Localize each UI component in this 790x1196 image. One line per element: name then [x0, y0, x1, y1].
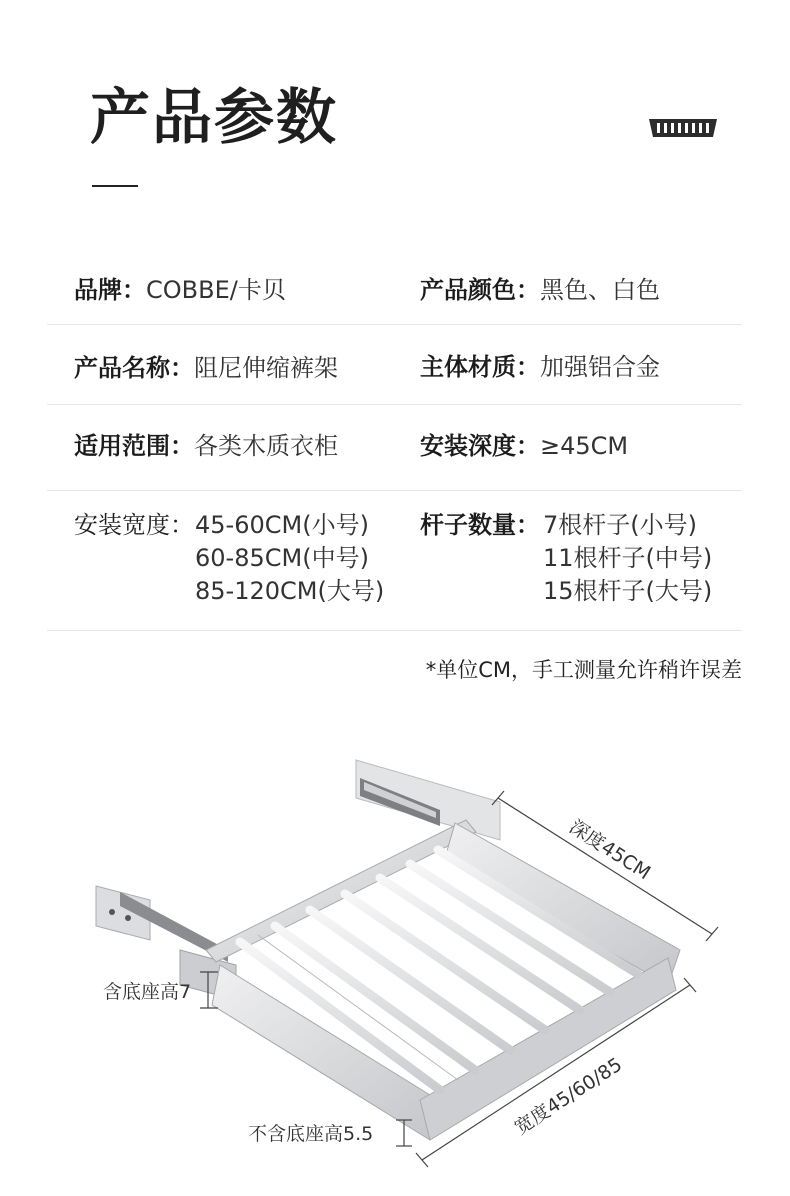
- width-label: 安装宽度：: [74, 511, 194, 539]
- no-base-height-dimension: [248, 1120, 412, 1146]
- rods-label: 杆子数量：: [420, 511, 540, 539]
- color-value: 黑色、白色: [540, 276, 660, 304]
- depth-value: ≥45CM: [540, 432, 629, 460]
- scope-value: 各类木质衣柜: [194, 432, 338, 460]
- rods-large: 15根杆子(大号): [543, 577, 713, 605]
- name-label: 产品名称：: [74, 354, 194, 382]
- material-value: 加强铝合金: [540, 353, 660, 381]
- no-base-height-label: 不含底座高5.5: [248, 1123, 374, 1145]
- depth-label: 安装深度：: [420, 432, 540, 460]
- width-small: 45-60CM(小号): [195, 511, 369, 539]
- brand-value: COBBE/卡贝: [146, 276, 286, 304]
- brand-row: [74, 274, 286, 307]
- width-dimension: [416, 978, 696, 1167]
- row-divider: [47, 404, 742, 405]
- name-value: 阻尼伸缩裤架: [194, 354, 338, 382]
- material-row: [420, 351, 660, 384]
- scope-label: 适用范围：: [74, 432, 194, 460]
- width-large: 85-120CM(大号): [195, 577, 385, 605]
- title-underline: [92, 185, 138, 187]
- base-height-label: 含底座高7: [103, 981, 192, 1003]
- rods-medium: 11根杆子(中号): [543, 544, 713, 572]
- width-dimension-label: 宽度45/60/85: [510, 1053, 627, 1140]
- depth-dimension-label: 深度45CM: [565, 815, 655, 885]
- name-row: [74, 352, 338, 385]
- drawer-rack-icon: [647, 115, 719, 139]
- material-label: 主体材质：: [420, 353, 540, 381]
- color-row: [420, 274, 660, 307]
- pants-rack-illustration: [0, 700, 790, 1196]
- brand-label: 品牌：: [74, 276, 146, 304]
- row-divider: [47, 490, 742, 491]
- measurement-note: *单位CM，手工测量允许稍许误差: [425, 658, 742, 682]
- page-title: 产品参数: [90, 83, 338, 153]
- depth-row: [420, 430, 628, 463]
- width-medium: 60-85CM(中号): [195, 544, 369, 572]
- rods-small: 7根杆子(小号): [543, 511, 697, 539]
- back-slide-rail: [356, 760, 500, 840]
- row-divider: [47, 324, 742, 325]
- row-divider: [47, 630, 742, 631]
- color-label: 产品颜色：: [420, 276, 540, 304]
- scope-row: [74, 430, 338, 463]
